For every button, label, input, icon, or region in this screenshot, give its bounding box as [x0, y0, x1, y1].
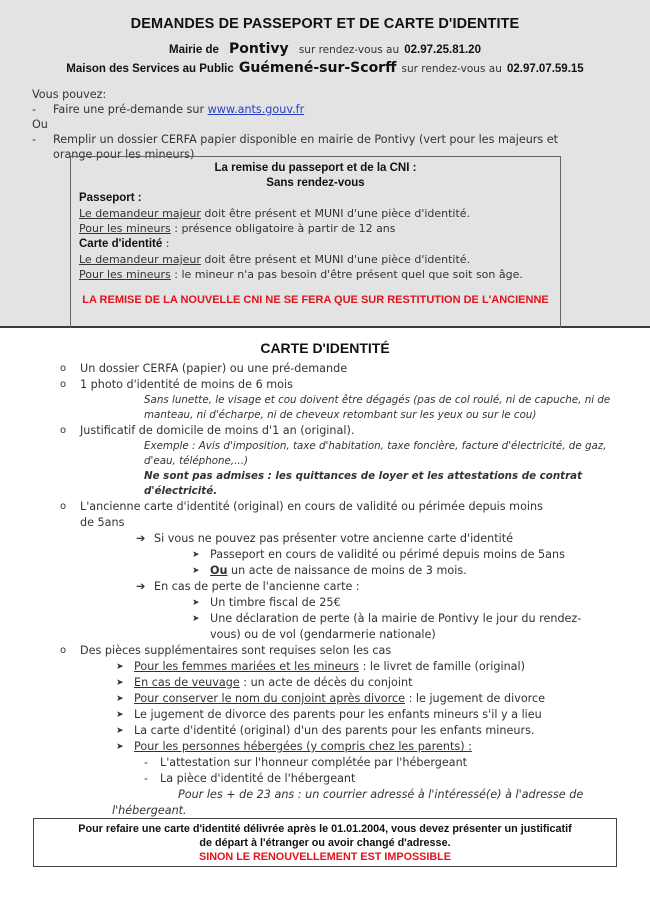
chevron-right-icon: ➤ — [192, 566, 200, 576]
passeport-majeur-text: doit être présent et MUNI d'une pièce d'identité. — [200, 207, 471, 220]
extra-text: : le jugement de divorce — [405, 692, 546, 705]
renewal-line-1: Pour refaire une carte d'identité délivrée après le 01.01.2004, vous devez présenter un justificatif — [78, 823, 572, 835]
chevron-right-icon: ➤ — [116, 694, 124, 704]
hosted-item — [60, 755, 620, 771]
remise-warning: LA REMISE DE LA NOUVELLE CNI NE SE FERA QUE SUR RESTITUTION DE L'ANCIENNE — [82, 294, 549, 306]
extra-text: : le livret de famille (original) — [359, 660, 526, 673]
chevron-right-icon: ➤ — [116, 726, 124, 736]
domicile-note-1: Exemple : Avis d'imposition, taxe d'habitation, taxe foncière, facture d'électricité, de gaz, — [144, 440, 607, 452]
page-title: DEMANDES DE PASSEPORT ET DE CARTE D'IDENTITE — [130, 16, 520, 32]
cni-mineur-label: Pour les mineurs — [79, 268, 171, 281]
circle-bullet-icon: o — [60, 363, 67, 374]
cni-requirements-list — [60, 361, 620, 819]
extra-item — [60, 723, 620, 739]
circle-bullet-icon: o — [60, 501, 67, 512]
arrow-right-icon: ➔ — [136, 532, 146, 545]
option2-line1: Remplir un dossier CERFA papier disponible en mairie de Pontivy (vert pour les majeurs et — [53, 133, 559, 146]
msap-rdv-text: sur rendez-vous au — [401, 63, 502, 75]
passeport-mineur — [79, 221, 552, 236]
item-text: Un dossier CERFA (papier) ou une pré-demande — [80, 362, 348, 375]
remise-title-1: La remise du passeport et de la CNI : — [214, 162, 417, 174]
sub-text-cont: vous) ou de vol (gendarmerie nationale) — [210, 628, 436, 641]
dash-bullet: - — [144, 772, 149, 785]
msap-contact-line — [0, 57, 650, 76]
sub-arrow-item — [60, 579, 620, 595]
mairie-rdv-text: sur rendez-vous au — [298, 44, 400, 56]
sub-chevron-item — [60, 611, 620, 643]
sub-text: Un timbre fiscal de 25€ — [210, 596, 341, 609]
msap-city: Guémené-sur-Scorff — [238, 60, 397, 76]
ou-bold: Ou — [210, 564, 228, 577]
cni-majeur-label: Le demandeur majeur — [79, 253, 201, 266]
sub-chevron-item — [60, 563, 620, 579]
cni-majeur-text: doit être présent et MUNI d'une pièce d'identité. — [200, 253, 471, 266]
extra-item — [60, 691, 620, 707]
hosted-note-2: l'hébergeant. — [112, 804, 187, 817]
dash-bullet: - — [32, 103, 37, 116]
cni-majeur — [79, 252, 552, 267]
sub-arrow-item — [60, 531, 620, 547]
mairie-prefix: Mairie de — [169, 44, 219, 56]
sub-text: En cas de perte de l'ancienne carte : — [154, 580, 360, 593]
list-item — [60, 643, 620, 659]
passeport-mineur-text: : présence obligatoire à partir de 12 ans — [170, 222, 396, 235]
sub-chevron-item — [60, 595, 620, 611]
hosted-text: L'attestation sur l'honneur complétée par l'hébergeant — [160, 756, 468, 769]
extra-text: Le jugement de divorce des parents pour les enfants mineurs s'il y a lieu — [134, 708, 542, 721]
chevron-right-icon: ➤ — [192, 614, 200, 624]
hosted-item — [60, 771, 620, 787]
option1-text: Faire une pré-demande sur — [53, 103, 205, 116]
list-item — [60, 499, 620, 531]
extra-label: En cas de veuvage — [134, 676, 240, 689]
cni-mineur-text: : le mineur n'a pas besoin d'être présent quel que soit son âge. — [170, 268, 523, 281]
item-text: L'ancienne carte d'identité (original) en cours de validité ou périmée depuis moins — [80, 500, 543, 513]
passeport-mineur-label: Pour les mineurs — [79, 222, 171, 235]
renewal-line-2: de départ à l'étranger ou avoir changé d'adresse. — [199, 837, 451, 849]
extra-label: Pour les personnes hébergées (y compris chez les parents) : — [134, 740, 472, 753]
chevron-right-icon: ➤ — [192, 550, 200, 560]
item-text: Des pièces supplémentaires sont requises selon les cas — [80, 644, 392, 657]
renewal-notice-box — [33, 818, 617, 867]
cni-label-colon: : — [162, 237, 170, 250]
msap-prefix: Maison des Services au Public — [66, 63, 234, 75]
intro-section — [32, 87, 632, 162]
sub-text: Passeport en cours de validité ou périmé depuis moins de 5ans — [210, 548, 565, 561]
extra-item — [60, 739, 620, 755]
passeport-majeur — [79, 206, 552, 221]
sub-chevron-item — [60, 547, 620, 563]
intro-or: Ou — [32, 118, 48, 131]
extra-item — [60, 659, 620, 675]
item-text-cont: de 5ans — [80, 516, 125, 529]
renewal-warning: SINON LE RENOUVELLEMENT EST IMPOSSIBLE — [199, 851, 451, 863]
cni-label-row — [79, 236, 552, 252]
chevron-right-icon: ➤ — [116, 678, 124, 688]
mairie-city: Pontivy — [229, 41, 289, 57]
cni-mineur — [79, 267, 552, 282]
arrow-right-icon: ➔ — [136, 580, 146, 593]
list-item — [60, 361, 620, 377]
extra-label: Pour les femmes mariées et les mineurs — [134, 660, 360, 673]
option2-line2: orange pour les mineurs) — [53, 148, 195, 161]
domicile-warning: Ne sont pas admises : les quittances de loyer et les attestations de contrat d'électricité. — [144, 470, 583, 497]
cni-label: Carte d'identité — [79, 238, 163, 250]
ants-link[interactable]: www.ants.gouv.fr — [207, 103, 305, 116]
msap-phone: 02.97.07.59.15 — [506, 63, 584, 75]
list-item — [60, 423, 620, 439]
sub-text: Si vous ne pouvez pas présenter votre ancienne carte d'identité — [154, 532, 514, 545]
circle-bullet-icon: o — [60, 379, 67, 390]
extra-item — [60, 675, 620, 691]
extra-item — [60, 707, 620, 723]
dash-bullet: - — [32, 133, 37, 146]
domicile-note-2: d'eau, téléphone,...) — [144, 455, 248, 467]
intro-option-1 — [32, 102, 632, 117]
mairie-phone: 02.97.25.81.20 — [404, 44, 481, 56]
chevron-right-icon: ➤ — [116, 710, 124, 720]
sub-text: un acte de naissance de moins de 3 mois. — [227, 564, 467, 577]
chevron-right-icon: ➤ — [116, 662, 124, 672]
circle-bullet-icon: o — [60, 425, 67, 436]
intro-heading: Vous pouvez: — [32, 88, 107, 101]
passeport-label: Passeport : — [79, 192, 142, 204]
item-text: 1 photo d'identité de moins de 6 mois — [80, 378, 293, 391]
hosted-text: La pièce d'identité de l'hébergeant — [160, 772, 356, 785]
extra-label: Pour conserver le nom du conjoint après divorce — [134, 692, 406, 705]
chevron-right-icon: ➤ — [116, 742, 124, 752]
extra-text: La carte d'identité (original) d'un des parents pour les enfants mineurs. — [134, 724, 535, 737]
chevron-right-icon: ➤ — [192, 598, 200, 608]
sub-text: Une déclaration de perte (à la mairie de Pontivy le jour du rendez- — [210, 612, 582, 625]
photo-note-2: manteau, ni d'écharpe, ni de cheveux retombant sur les yeux ou sur le cou) — [144, 409, 537, 421]
mairie-contact-line — [0, 38, 650, 57]
item-text: Justificatif de domicile de moins d'1 an (original). — [80, 424, 355, 437]
circle-bullet-icon: o — [60, 645, 67, 656]
remise-title-2: Sans rendez-vous — [266, 177, 365, 189]
photo-note-1: Sans lunette, le visage et cou doivent être dégagés (pas de col roulé, ni de capuche, ni de — [144, 394, 611, 406]
remise-info-box — [70, 156, 561, 328]
passeport-majeur-label: Le demandeur majeur — [79, 207, 201, 220]
extra-text: : un acte de décès du conjoint — [239, 676, 413, 689]
dash-bullet: - — [144, 756, 149, 769]
hosted-note-1: Pour les + de 23 ans : un courrier adressé à l'intéressé(e) à l'adresse de — [178, 788, 584, 801]
list-item — [60, 377, 620, 393]
cni-section-title: CARTE D'IDENTITÉ — [260, 340, 390, 356]
top-info-region — [0, 0, 650, 328]
